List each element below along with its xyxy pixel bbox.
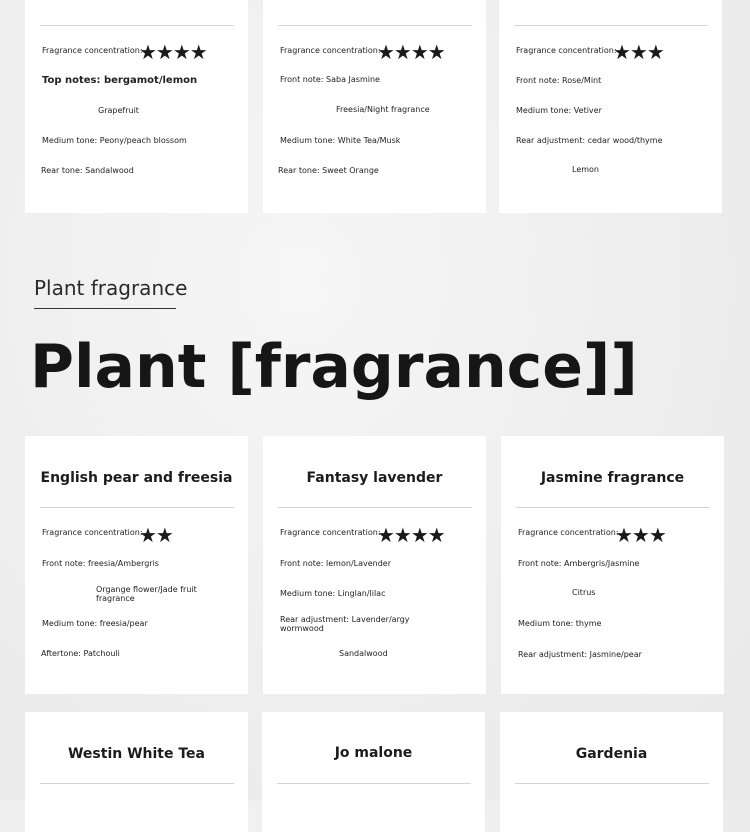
note-line: Front note: Rose/Mint	[516, 76, 602, 85]
concentration-label: Fragrance concentration:	[518, 528, 619, 537]
note-line: Aftertone: Patchouli	[41, 649, 120, 658]
note-line: Rear tone: Sandalwood	[41, 166, 134, 175]
fragrance-card-fantasy-lavender	[263, 436, 486, 694]
note-line: Rear adjustment: Lavender/argy wormwood	[280, 615, 410, 633]
fragrance-card-3	[499, 0, 722, 213]
note-line: Lemon	[572, 165, 599, 174]
section-label: Plant fragrance	[34, 276, 188, 300]
card-divider	[40, 783, 234, 784]
note-line: Medium tone: Linglan/lilac	[280, 589, 386, 598]
rating-stars: ★★★	[615, 523, 666, 547]
card-divider	[40, 25, 234, 26]
card-title: Gardenia	[575, 746, 648, 762]
card-title: Jo malone	[334, 745, 413, 761]
section-underline	[34, 308, 176, 309]
card-title: Fantasy lavender	[306, 470, 443, 486]
card-title: English pear and freesia	[40, 470, 233, 486]
note-line: Front note: lemon/Lavender	[280, 559, 392, 568]
fragrance-card-westin-white-tea	[25, 712, 248, 832]
rating-stars: ★★★★	[139, 40, 207, 64]
card-title: Jasmine fragrance	[540, 470, 685, 486]
concentration-label: Fragrance concentration:	[280, 46, 381, 55]
fragrance-card-2	[263, 0, 486, 213]
note-line: Rear tone: Sweet Orange	[278, 166, 379, 175]
note-line: Medium tone: thyme	[518, 619, 602, 628]
note-line: Rear adjustment: Jasmine/pear	[518, 650, 642, 659]
fragrance-card-1	[25, 0, 248, 213]
note-line: Medium tone: freesia/pear	[42, 619, 148, 628]
fragrance-card-jo-malone	[262, 712, 485, 832]
note-line: Front note: Saba Jasmine	[280, 75, 380, 84]
card-divider	[515, 783, 709, 784]
note-line: Medium tone: Peony/peach blossom	[42, 136, 187, 145]
note-line: Medium tone: Vetiver	[516, 106, 602, 115]
card-divider	[277, 783, 471, 784]
note-line: Freesia/Night fragrance	[336, 105, 430, 114]
note-line: Sandalwood	[339, 649, 388, 658]
card-divider	[278, 25, 472, 26]
section-title: Plant [fragrance]]	[30, 332, 638, 402]
note-line: Top notes: bergamot/lemon	[42, 75, 198, 86]
rating-stars: ★★★★	[377, 40, 445, 64]
note-line: Organge flower/Jade fruit fragrance	[96, 585, 197, 603]
card-divider	[40, 507, 234, 508]
note-line: Citrus	[572, 588, 596, 597]
concentration-label: Fragrance concentration:	[42, 46, 143, 55]
fragrance-card-gardenia	[500, 712, 723, 832]
rating-stars: ★★★★	[377, 523, 445, 547]
card-divider	[514, 25, 708, 26]
rating-stars: ★★★	[613, 40, 664, 64]
card-title: Westin White Tea	[67, 746, 205, 762]
note-line: Front note: freesia/Ambergris	[42, 559, 159, 568]
concentration-label: Fragrance concentration:	[516, 46, 617, 55]
note-line: Front note: Ambergris/Jasmine	[518, 559, 640, 568]
concentration-label: Fragrance concentration:	[280, 528, 381, 537]
rating-stars: ★★	[139, 523, 173, 547]
card-divider	[278, 507, 472, 508]
fragrance-card-english-pear	[25, 436, 248, 694]
note-line: Grapefruit	[98, 106, 139, 115]
concentration-label: Fragrance concentration:	[42, 528, 143, 537]
card-divider	[516, 507, 710, 508]
note-line: Rear adjustment: cedar wood/thyme	[516, 136, 663, 145]
note-line: Medium tone: White Tea/Musk	[280, 136, 401, 145]
fragrance-card-jasmine	[501, 436, 724, 694]
